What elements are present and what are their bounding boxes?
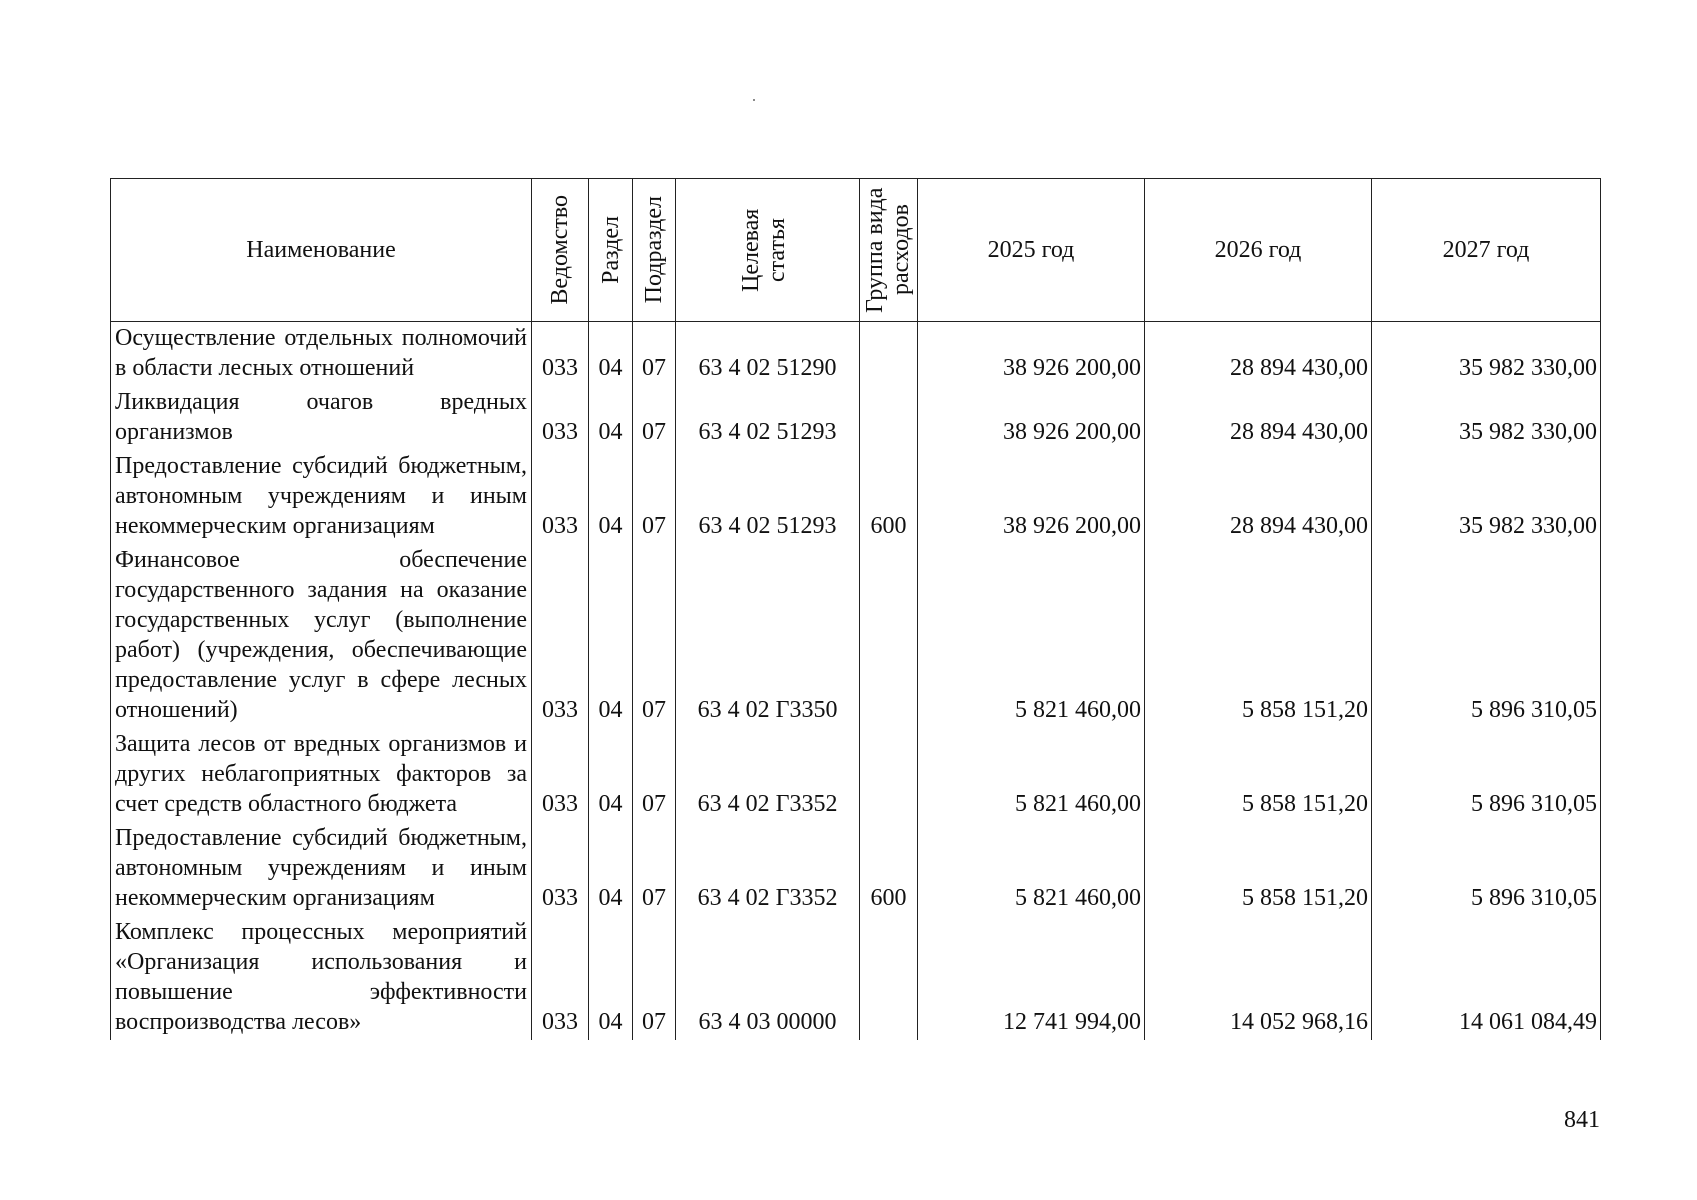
- table-row: [111, 822, 1601, 916]
- row-amount-2025: 5 821 460,00: [918, 544, 1145, 728]
- row-amount-2026: 5 858 151,20: [1145, 544, 1372, 728]
- row-amount-2027: 5 896 310,05: [1372, 544, 1601, 728]
- row-subsection: 07: [633, 386, 676, 450]
- table-row: [111, 916, 1601, 1040]
- row-amount-2025: 5 821 460,00: [918, 728, 1145, 822]
- row-expense-group: [860, 728, 918, 822]
- row-name: Ликвидация очагов вредных организмов: [111, 386, 532, 450]
- page-number: 841: [1564, 1107, 1600, 1133]
- row-amount-2025: 38 926 200,00: [918, 386, 1145, 450]
- header-name: Наименование: [111, 179, 532, 322]
- row-department: 033: [532, 450, 589, 544]
- row-amount-2027: 14 061 084,49: [1372, 916, 1601, 1040]
- row-expense-group: [860, 916, 918, 1040]
- row-expense-group: 600: [860, 450, 918, 544]
- row-amount-2026: 28 894 430,00: [1145, 386, 1372, 450]
- row-target-article: 63 4 02 Г3352: [676, 728, 860, 822]
- row-section: 04: [589, 728, 633, 822]
- table-row: [111, 728, 1601, 822]
- row-subsection: 07: [633, 450, 676, 544]
- row-target-article: 63 4 02 51290: [676, 322, 860, 387]
- row-subsection: 07: [633, 728, 676, 822]
- row-section: 04: [589, 322, 633, 387]
- row-amount-2025: 38 926 200,00: [918, 322, 1145, 387]
- row-department: 033: [532, 728, 589, 822]
- row-amount-2026: 14 052 968,16: [1145, 916, 1372, 1040]
- scan-speck: [753, 99, 755, 101]
- header-section: Раздел: [589, 179, 633, 322]
- table-row: [111, 544, 1601, 728]
- budget-table: [110, 178, 1601, 1040]
- header-year-2027: 2027 год: [1372, 179, 1601, 322]
- row-amount-2027: 35 982 330,00: [1372, 322, 1601, 387]
- row-department: 033: [532, 386, 589, 450]
- row-subsection: 07: [633, 822, 676, 916]
- row-amount-2025: 5 821 460,00: [918, 822, 1145, 916]
- header-year-2025: 2025 год: [918, 179, 1145, 322]
- row-department: 033: [532, 822, 589, 916]
- row-amount-2026: 5 858 151,20: [1145, 728, 1372, 822]
- row-amount-2026: 28 894 430,00: [1145, 322, 1372, 387]
- row-subsection: 07: [633, 916, 676, 1040]
- row-section: 04: [589, 822, 633, 916]
- row-expense-group: [860, 322, 918, 387]
- row-amount-2025: 12 741 994,00: [918, 916, 1145, 1040]
- header-expense-group: Группа вида расходов: [860, 179, 918, 322]
- row-name: Предоставление субсидий бюджетным, автономным учреждениям и иным некоммерческим организациям: [111, 822, 532, 916]
- row-section: 04: [589, 386, 633, 450]
- row-amount-2027: 5 896 310,05: [1372, 822, 1601, 916]
- header-subsection: Подраздел: [633, 179, 676, 322]
- row-target-article: 63 4 02 51293: [676, 450, 860, 544]
- row-target-article: 63 4 02 Г3352: [676, 822, 860, 916]
- row-name: Осуществление отдельных полномочий в области лесных отношений: [111, 322, 532, 387]
- row-section: 04: [589, 450, 633, 544]
- row-subsection: 07: [633, 544, 676, 728]
- row-name: Защита лесов от вредных организмов и других неблагоприятных факторов за счет средств областного бюджета: [111, 728, 532, 822]
- row-amount-2027: 5 896 310,05: [1372, 728, 1601, 822]
- row-name: Предоставление субсидий бюджетным, автономным учреждениям и иным некоммерческим организациям: [111, 450, 532, 544]
- table-row: [111, 450, 1601, 544]
- row-name: Финансовое обеспечение государственного задания на оказание государственных услуг (выполнение работ) (учреждения, обеспечивающие предоставление услуг в сфере лесных отношений): [111, 544, 532, 728]
- row-amount-2027: 35 982 330,00: [1372, 386, 1601, 450]
- table-row: [111, 386, 1601, 450]
- row-department: 033: [532, 916, 589, 1040]
- row-department: 033: [532, 544, 589, 728]
- header-year-2026: 2026 год: [1145, 179, 1372, 322]
- table-row: [111, 322, 1601, 387]
- row-expense-group: 600: [860, 822, 918, 916]
- header-row: [111, 179, 1601, 322]
- row-expense-group: [860, 544, 918, 728]
- row-amount-2026: 28 894 430,00: [1145, 450, 1372, 544]
- header-department: Ведомство: [532, 179, 589, 322]
- row-amount-2025: 38 926 200,00: [918, 450, 1145, 544]
- row-target-article: 63 4 02 51293: [676, 386, 860, 450]
- row-expense-group: [860, 386, 918, 450]
- row-section: 04: [589, 916, 633, 1040]
- row-amount-2027: 35 982 330,00: [1372, 450, 1601, 544]
- header-target-article: Целевая статья: [676, 179, 860, 322]
- row-target-article: 63 4 02 Г3350: [676, 544, 860, 728]
- row-department: 033: [532, 322, 589, 387]
- row-target-article: 63 4 03 00000: [676, 916, 860, 1040]
- row-amount-2026: 5 858 151,20: [1145, 822, 1372, 916]
- row-section: 04: [589, 544, 633, 728]
- row-name: Комплекс процессных мероприятий «Организация использования и повышение эффективности воспроизводства лесов»: [111, 916, 532, 1040]
- row-subsection: 07: [633, 322, 676, 387]
